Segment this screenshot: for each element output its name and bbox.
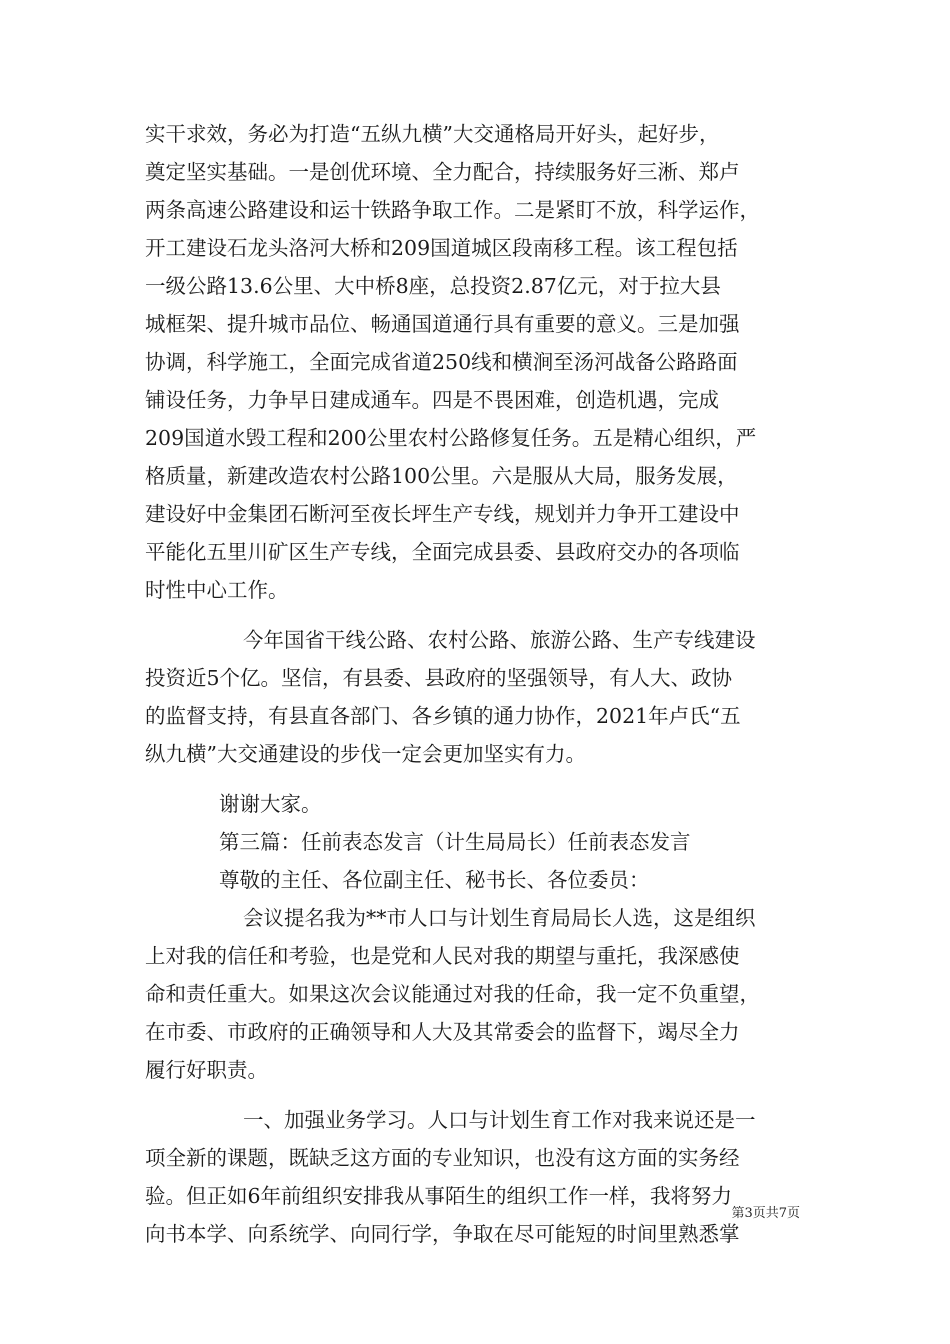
text-line: 格质量，新建改造农村公路100公里。六是服从大局，服务发展， (145, 464, 738, 488)
paragraph-start: 今年国省干线公路、农村公路、旅游公路、生产专线建设 (243, 628, 756, 652)
text-line: 在市委、市政府的正确领导和人大及其常委会的监督下，竭尽全力 (145, 1020, 740, 1044)
page-number: 第3页共7页 (731, 1206, 800, 1221)
closing-thanks: 谢谢大家。 (219, 792, 322, 816)
text-line: 上对我的信任和考验，也是党和人民对我的期望与重托，我深感使 (145, 944, 740, 968)
text-line: 建设好中金集团石断河至夜长坪生产专线，规划并力争开工建设中 (145, 502, 740, 526)
text-line: 纵九横”大交通建设的步伐一定会更加坚实有力。 (145, 742, 586, 766)
text-line: 投资近5个亿。坚信，有县委、县政府的坚强领导，有人大、政协 (145, 666, 733, 690)
text-line: 的监督支持，有县直各部门、各乡镇的通力协作，2021年卢氏“五 (145, 704, 741, 728)
text-line: 向书本学、向系统学、向同行学，争取在尽可能短的时间里熟悉掌 (145, 1222, 740, 1246)
text-line: 实干求效，务必为打造“五纵九横”大交通格局开好头，起好步， (145, 122, 720, 146)
text-line: 平能化五里川矿区生产专线，全面完成县委、县政府交办的各项临 (145, 540, 740, 564)
text-line: 命和责任重大。如果这次会议能通过对我的任命，我一定不负重望， (145, 982, 760, 1006)
paragraph-start: 会议提名我为**市人口与计划生育局局长人选，这是组织 (243, 906, 756, 930)
paragraph-start: 一、加强业务学习。人口与计划生育工作对我来说还是一 (243, 1108, 756, 1132)
text-line: 协调，科学施工，全面完成省道250线和横涧至汤河战备公路路面 (145, 350, 738, 374)
text-line: 两条高速公路建设和运十铁路争取工作。二是紧盯不放，科学运作， (145, 198, 760, 222)
text-line: 奠定坚实基础。一是创优环境、全力配合，持续服务好三淅、郑卢 (145, 160, 740, 184)
document-body (145, 115, 825, 1253)
text-line: 城框架、提升城市品位、畅通国道通行具有重要的意义。三是加强 (145, 312, 740, 336)
text-line: 开工建设石龙头洛河大桥和209国道城区段南移工程。该工程包括 (145, 236, 738, 260)
text-line: 验。但正如6年前组织安排我从事陌生的组织工作一样，我将努力 (145, 1184, 733, 1208)
text-line: 时性中心工作。 (145, 578, 289, 602)
salutation: 尊敬的主任、各位副主任、秘书长、各位委员： (219, 868, 650, 892)
text-line: 209国道水毁工程和200公里农村公路修复任务。五是精心组织，严 (145, 426, 757, 450)
section-heading: 第三篇：任前表态发言（计生局局长）任前表态发言 (219, 830, 691, 854)
text-line: 一级公路13.6公里、大中桥8座，总投资2.87亿元，对于拉大县 (145, 274, 721, 298)
text-line: 铺设任务，力争早日建成通车。四是不畏困难，创造机遇，完成 (145, 388, 719, 412)
text-line: 项全新的课题，既缺乏这方面的专业知识，也没有这方面的实务经 (145, 1146, 740, 1170)
text-line: 履行好职责。 (145, 1058, 268, 1082)
